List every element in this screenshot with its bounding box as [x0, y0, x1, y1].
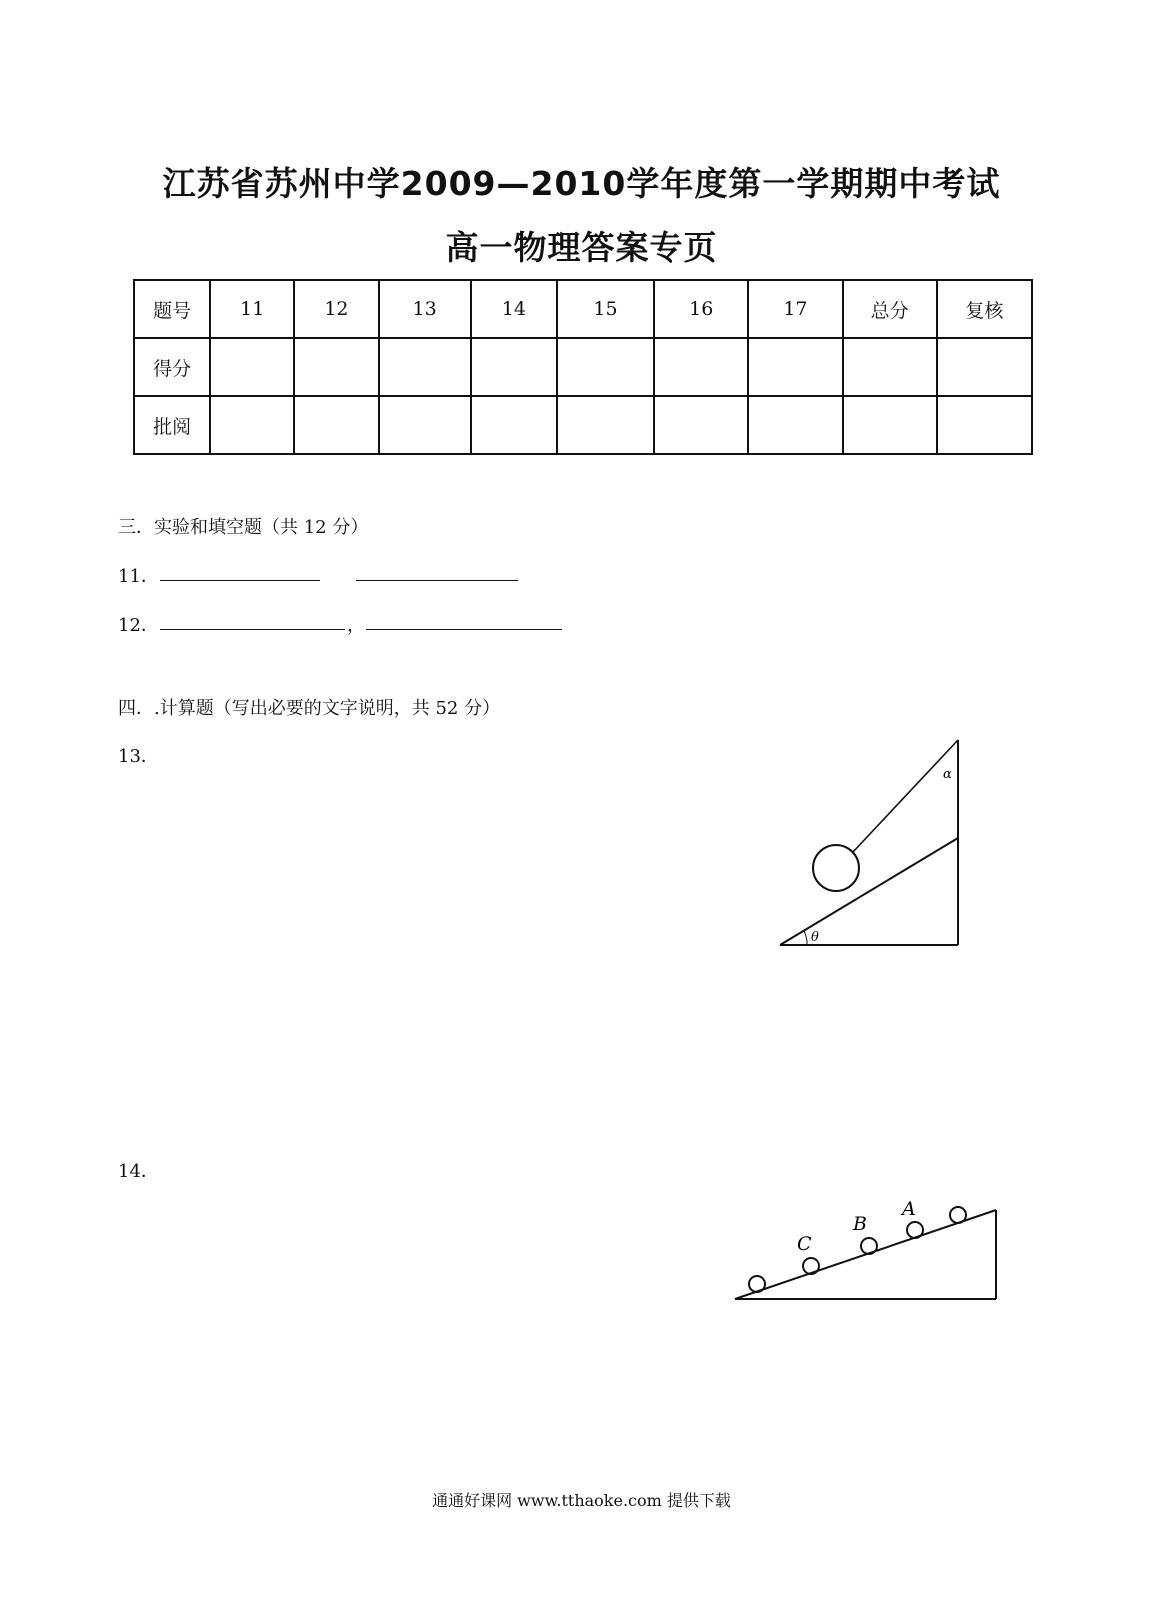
grader-cell[interactable]	[294, 396, 378, 454]
label-c: C	[797, 1233, 812, 1255]
q13-label: 13．	[118, 746, 159, 767]
header-cell-15: 15	[557, 280, 654, 338]
header-cell-13: 13	[379, 280, 471, 338]
rope-line	[853, 740, 958, 852]
score-cell[interactable]	[937, 338, 1032, 396]
theta-arc	[804, 931, 807, 945]
label-a: A	[902, 1198, 916, 1220]
grader-cell[interactable]	[471, 396, 557, 454]
header-cell-16: 16	[654, 280, 748, 338]
score-cell[interactable]	[654, 338, 748, 396]
ball-b	[861, 1238, 877, 1254]
section3-heading: 三．实验和填空题（共 12 分）	[118, 517, 369, 538]
header-cell-12: 12	[294, 280, 378, 338]
figure-14-balls-on-incline	[735, 1188, 1005, 1303]
label-b: B	[853, 1213, 867, 1235]
header-cell-17: 17	[748, 280, 842, 338]
q12-separator: ，	[347, 615, 365, 636]
header-cell-question-no: 题号	[134, 280, 210, 338]
grader-cell[interactable]	[843, 396, 937, 454]
incline-line	[780, 838, 958, 945]
score-table	[133, 279, 1033, 455]
exam-subtitle: 高一物理答案专页	[445, 228, 718, 267]
score-cell[interactable]	[294, 338, 378, 396]
grader-cell[interactable]	[654, 396, 748, 454]
exam-title: 江苏省苏州中学2009—2010学年度第一学期期中考试	[162, 164, 1001, 203]
q11-answer-blank-1[interactable]	[160, 580, 320, 581]
theta-label: θ	[811, 930, 819, 945]
grader-cell[interactable]	[210, 396, 294, 454]
score-cell[interactable]	[843, 338, 937, 396]
score-table-row-grader	[134, 396, 1032, 454]
score-cell[interactable]	[471, 338, 557, 396]
grader-cell[interactable]	[937, 396, 1032, 454]
score-cell[interactable]	[210, 338, 294, 396]
footer-credit: 通通好课网 www.tthaoke.com 提供下载	[432, 1491, 731, 1510]
ball-lowest	[749, 1276, 765, 1292]
grader-cell[interactable]	[379, 396, 471, 454]
header-cell-total: 总分	[843, 280, 937, 338]
q11-label: 11．	[118, 566, 159, 587]
score-table-row-score	[134, 338, 1032, 396]
score-cell[interactable]	[557, 338, 654, 396]
grader-cell[interactable]	[748, 396, 842, 454]
header-cell-14: 14	[471, 280, 557, 338]
row-label-grader: 批阅	[134, 396, 210, 454]
score-cell[interactable]	[748, 338, 842, 396]
score-table-header-row	[134, 280, 1032, 338]
grader-cell[interactable]	[557, 396, 654, 454]
q11-answer-blank-2[interactable]	[356, 580, 518, 581]
header-cell-review: 复核	[937, 280, 1032, 338]
ball-c	[803, 1258, 819, 1274]
q12-answer-blank-1[interactable]	[160, 629, 345, 630]
q12-answer-blank-2[interactable]	[366, 629, 562, 630]
ball-top	[950, 1207, 966, 1223]
ball-circle	[813, 845, 859, 891]
header-cell-11: 11	[210, 280, 294, 338]
ball-a	[907, 1222, 923, 1238]
section4-heading: 四．.计算题（写出必要的文字说明，共 52 分）	[118, 698, 501, 719]
score-cell[interactable]	[379, 338, 471, 396]
q12-label: 12．	[118, 615, 159, 636]
row-label-score: 得分	[134, 338, 210, 396]
q14-label: 14．	[118, 1161, 159, 1182]
figure-13-ball-on-incline	[780, 740, 960, 950]
alpha-label: α	[943, 767, 952, 782]
